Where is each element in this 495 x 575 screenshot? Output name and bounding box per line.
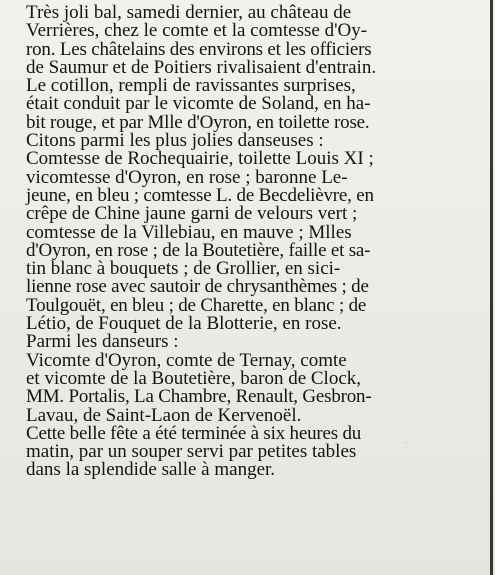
text-line: Comtesse de Rochequairie, toilette Louis XI ; <box>26 148 374 170</box>
paragraph-closing <box>8 422 483 481</box>
text-line: Lavau, de Saint-Laon de Kervenoël. <box>26 404 302 426</box>
text-line: Le cotillon, rempli de ravissantes surprises, <box>26 75 356 97</box>
column-rule <box>490 0 493 575</box>
text-line: Toulgouët, en bleu ; de Charette, en blanc ; de <box>26 294 367 316</box>
text-line: était conduit par le vicomte de Soland, en ha- <box>26 93 371 115</box>
text-line: lienne rose avec sautoir de chrysanthèmes ; de <box>26 276 369 298</box>
text-line: Vicomte d'Oyron, comte de Ternay, comte <box>26 349 347 371</box>
text-line: Très joli bal, samedi dernier, au château de <box>26 2 352 23</box>
text-line: dans la splendide salle à manger. <box>26 459 276 481</box>
text-line: jeune, en bleu ; comtesse L. de Becdelièvre, en <box>26 184 374 206</box>
text-line: Parmi les danseurs : <box>26 331 179 353</box>
text-line: d'Oyron, en rose ; de la Boutetière, faille et sa- <box>26 239 371 261</box>
text-line: crêpe de Chine jaune garni de velours vert ; <box>26 203 358 225</box>
paragraph-women-list <box>8 150 483 333</box>
text-line: bit rouge, et par Mlle d'Oyron, en toilette rose. <box>26 111 370 133</box>
text-line: Cette belle fête a été terminée à six heures du <box>26 422 362 444</box>
text-line: vicomtesse d'Oyron, en rose ; baronne Le- <box>26 166 348 188</box>
paragraph-men-list <box>8 349 483 426</box>
paragraph-cotillon <box>8 77 483 132</box>
text-line: tin blanc à bouquets ; de Grollier, en sici- <box>26 258 341 280</box>
text-line: et vicomte de la Boutetière, baron de Clock, <box>26 367 362 389</box>
text-line: Létio, de Fouquet de la Blotterie, en rose. <box>26 313 342 335</box>
text-line: comtesse de la Villebiau, en mauve ; Mlles <box>26 221 352 243</box>
text-line: Citons parmi les plus jolies danseuses : <box>26 130 324 152</box>
text-line: ron. Les châtelains des environs et les officiers <box>26 38 372 60</box>
paragraph-ball-intro <box>8 4 483 77</box>
article-text <box>8 4 483 480</box>
text-line: MM. Portalis, La Chambre, Renault, Gesbron- <box>26 386 372 408</box>
text-line: Verrières, chez le comte et la comtesse d'Oy- <box>26 20 368 42</box>
text-line: matin, par un souper servi par petites tables <box>26 441 357 463</box>
paragraph-dancers-heading-men <box>8 333 483 351</box>
text-line: de Saumur et de Poitiers rivalisaient d'entrain. <box>26 56 377 78</box>
